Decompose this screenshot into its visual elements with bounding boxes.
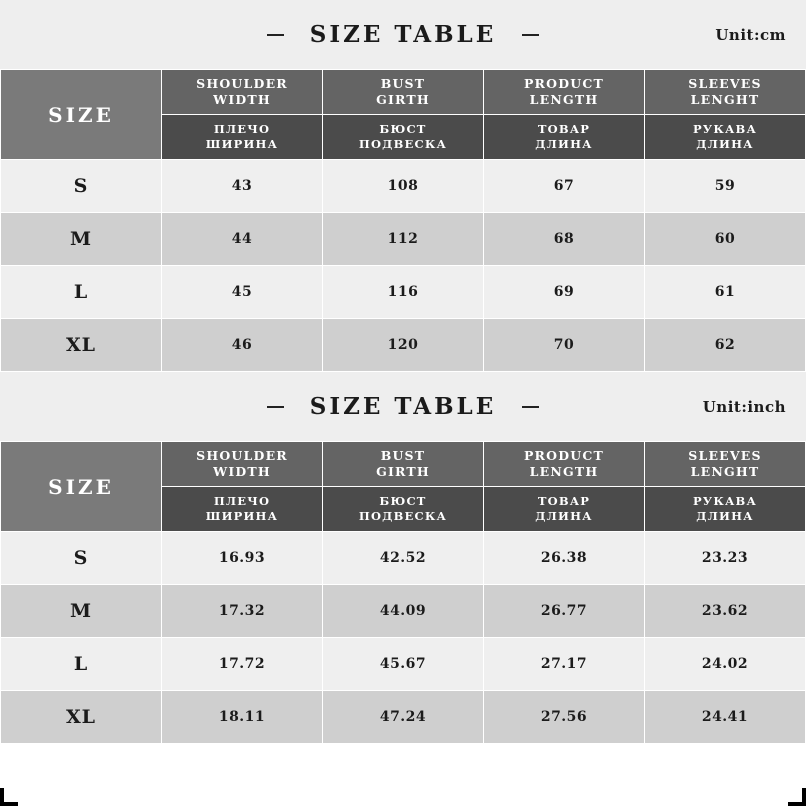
header-line-1: SLEEVES <box>688 76 762 92</box>
row-size-label: M <box>1 585 162 638</box>
row-value-product-length: 26.77 <box>484 585 645 638</box>
table-row <box>1 266 806 319</box>
row-value-product-length: 27.56 <box>484 691 645 744</box>
row-value-product-length: 68 <box>484 213 645 266</box>
header-line-1: ПЛЕЧО <box>213 122 271 137</box>
header-bust-girth-ru <box>323 487 484 532</box>
header-line-2: LENGTH <box>529 464 599 479</box>
row-value-shoulder-width: 17.72 <box>162 638 323 691</box>
row-value-bust-girth: 108 <box>323 160 484 213</box>
header-line-2: ПОДВЕСКА <box>358 137 448 151</box>
header-line-1: БЮСТ <box>379 494 427 509</box>
header-line-2: WIDTH <box>213 92 271 107</box>
header-sleeves-length-ru <box>645 115 806 160</box>
header-line-1: БЮСТ <box>379 122 427 137</box>
header-line-1: РУКАВА <box>692 122 758 137</box>
header-line-2: LENGHT <box>690 92 760 107</box>
size-column-header: SIZE <box>1 442 162 532</box>
header-product-length-ru <box>484 115 645 160</box>
row-value-product-length: 70 <box>484 319 645 372</box>
table-row <box>1 319 806 372</box>
table-row <box>1 213 806 266</box>
header-line-2: ДЛИНА <box>535 509 593 523</box>
row-value-product-length: 67 <box>484 160 645 213</box>
row-value-sleeves-length: 24.02 <box>645 638 806 691</box>
size-table-inch-unit-label: Unit:inch <box>702 397 786 416</box>
title-dash-right-icon <box>522 34 539 36</box>
header-line-1: ТОВАР <box>537 494 591 509</box>
row-value-shoulder-width: 16.93 <box>162 532 323 585</box>
header-line-2: LENGTH <box>529 92 599 107</box>
header-line-2: ПОДВЕСКА <box>358 509 448 523</box>
row-value-shoulder-width: 44 <box>162 213 323 266</box>
row-value-shoulder-width: 17.32 <box>162 585 323 638</box>
header-line-1: BUST <box>380 76 426 92</box>
header-line-1: PRODUCT <box>523 448 605 464</box>
header-sleeves-length-en <box>645 442 806 487</box>
size-table-inch-title: SIZE TABLE <box>309 393 497 420</box>
header-bust-girth-en <box>323 70 484 115</box>
table-row <box>1 638 806 691</box>
corner-mark-bottom-left <box>0 788 18 806</box>
table-header-row-en <box>1 442 806 487</box>
header-line-2: ДЛИНА <box>535 137 593 151</box>
row-value-shoulder-width: 18.11 <box>162 691 323 744</box>
table-row <box>1 160 806 213</box>
header-line-2: ШИРИНА <box>205 137 279 151</box>
size-table-cm-block <box>0 0 806 372</box>
size-table-inch-title-bar <box>0 372 806 441</box>
row-value-sleeves-length: 61 <box>645 266 806 319</box>
row-value-sleeves-length: 23.62 <box>645 585 806 638</box>
header-line-2: LENGHT <box>690 464 760 479</box>
size-table-inch <box>0 441 806 744</box>
row-size-label: M <box>1 213 162 266</box>
row-value-sleeves-length: 59 <box>645 160 806 213</box>
title-dash-left-icon <box>267 34 284 36</box>
header-product-length-en <box>484 442 645 487</box>
row-value-shoulder-width: 45 <box>162 266 323 319</box>
header-line-2: ШИРИНА <box>205 509 279 523</box>
header-bust-girth-en <box>323 442 484 487</box>
size-table-cm-unit-label: Unit:cm <box>715 25 786 44</box>
header-line-1: SLEEVES <box>688 448 762 464</box>
row-value-bust-girth: 47.24 <box>323 691 484 744</box>
row-size-label: S <box>1 160 162 213</box>
row-value-shoulder-width: 43 <box>162 160 323 213</box>
header-bust-girth-ru <box>323 115 484 160</box>
header-product-length-en <box>484 70 645 115</box>
header-shoulder-width-ru <box>162 115 323 160</box>
row-size-label: S <box>1 532 162 585</box>
row-value-product-length: 27.17 <box>484 638 645 691</box>
row-value-sleeves-length: 23.23 <box>645 532 806 585</box>
row-value-sleeves-length: 60 <box>645 213 806 266</box>
header-line-2: WIDTH <box>213 464 271 479</box>
row-value-bust-girth: 116 <box>323 266 484 319</box>
header-line-1: SHOULDER <box>196 76 288 92</box>
row-size-label: L <box>1 638 162 691</box>
header-shoulder-width-en <box>162 442 323 487</box>
table-row <box>1 532 806 585</box>
row-value-bust-girth: 112 <box>323 213 484 266</box>
header-line-1: SHOULDER <box>196 448 288 464</box>
header-line-1: ПЛЕЧО <box>213 494 271 509</box>
row-value-product-length: 26.38 <box>484 532 645 585</box>
header-shoulder-width-en <box>162 70 323 115</box>
title-dash-right-icon <box>522 406 539 408</box>
size-table-cm-title: SIZE TABLE <box>309 21 497 48</box>
size-table-inch-block <box>0 372 806 744</box>
row-value-sleeves-length: 24.41 <box>645 691 806 744</box>
header-sleeves-length-en <box>645 70 806 115</box>
table-row <box>1 585 806 638</box>
header-line-2: GIRTH <box>376 92 430 107</box>
header-line-2: ДЛИНА <box>696 509 754 523</box>
table-row <box>1 691 806 744</box>
size-column-header: SIZE <box>1 70 162 160</box>
row-value-bust-girth: 42.52 <box>323 532 484 585</box>
header-shoulder-width-ru <box>162 487 323 532</box>
header-sleeves-length-ru <box>645 487 806 532</box>
header-line-1: РУКАВА <box>692 494 758 509</box>
row-value-shoulder-width: 46 <box>162 319 323 372</box>
header-line-1: PRODUCT <box>523 76 605 92</box>
row-value-sleeves-length: 62 <box>645 319 806 372</box>
row-value-bust-girth: 45.67 <box>323 638 484 691</box>
header-line-2: GIRTH <box>376 464 430 479</box>
header-line-2: ДЛИНА <box>696 137 754 151</box>
header-product-length-ru <box>484 487 645 532</box>
size-table-cm-title-bar <box>0 0 806 69</box>
row-size-label: L <box>1 266 162 319</box>
header-line-1: ТОВАР <box>537 122 591 137</box>
table-header-row-en <box>1 70 806 115</box>
corner-mark-bottom-right <box>788 788 806 806</box>
title-dash-left-icon <box>267 406 284 408</box>
row-size-label: XL <box>1 691 162 744</box>
row-size-label: XL <box>1 319 162 372</box>
size-table-cm <box>0 69 806 372</box>
row-value-bust-girth: 44.09 <box>323 585 484 638</box>
header-line-1: BUST <box>380 448 426 464</box>
row-value-bust-girth: 120 <box>323 319 484 372</box>
row-value-product-length: 69 <box>484 266 645 319</box>
